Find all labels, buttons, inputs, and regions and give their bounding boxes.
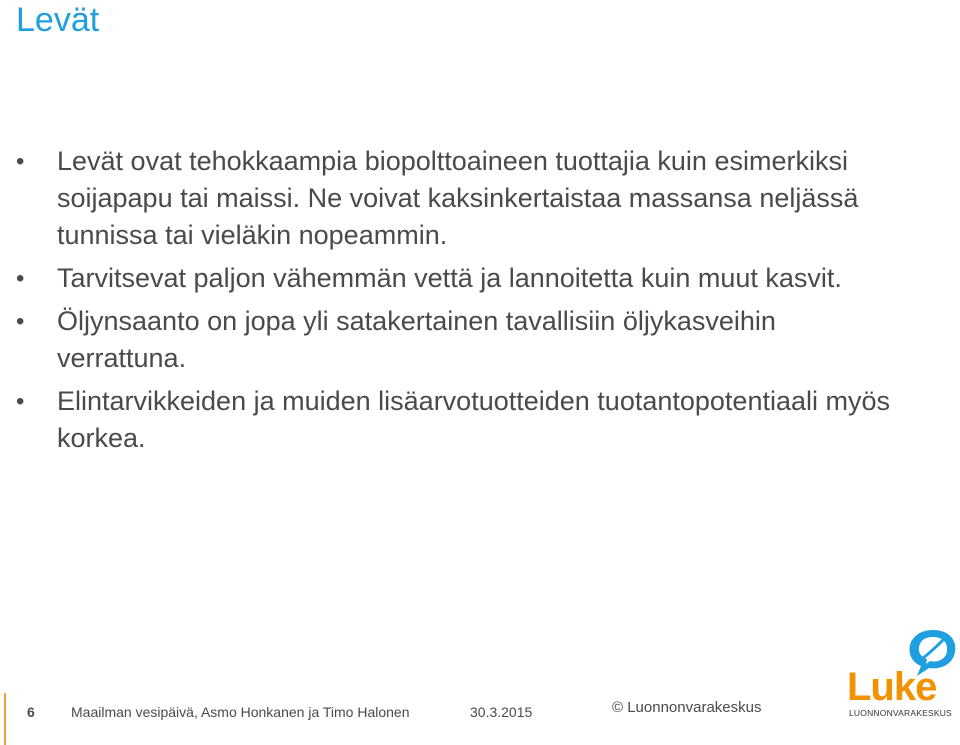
- logo-subtitle: LUONNONVARAKESKUS: [849, 708, 952, 718]
- bullet-item: [0, 143, 900, 254]
- bullet-dot-icon: •: [16, 265, 25, 292]
- page-number: 6: [27, 704, 35, 720]
- bullet-dot-icon: •: [16, 308, 25, 335]
- footer-copyright: © Luonnonvarakeskus: [612, 699, 762, 716]
- bullet-text: Levät ovat tehokkaampia biopolttoaineen tuottajia kuin esimerkiksi soijapapu tai maissi. Ne voivat kaksinkertaistaa massansa neljässä tunnissa tai vieläkin nopeammin.: [57, 146, 859, 250]
- bullet-item: [0, 260, 900, 297]
- bullet-dot-icon: •: [16, 148, 25, 175]
- luke-logo: [845, 628, 957, 720]
- footer-date: 30.3.2015: [470, 704, 533, 720]
- footer-event-authors: Maailman vesipäivä, Asmo Honkanen ja Timo Halonen: [71, 704, 410, 720]
- footer-accent-bar: [4, 693, 6, 745]
- slide-title: Levät: [16, 1, 100, 39]
- logo-brand-text: Luke: [847, 665, 937, 709]
- bullet-text: Öljynsaanto on jopa yli satakertainen tavallisiin öljykasveihin verrattuna.: [57, 306, 776, 373]
- bullet-item: [0, 383, 900, 457]
- bullet-text: Elintarvikkeiden ja muiden lisäarvotuotteiden tuotantopotentiaali myös korkea.: [57, 386, 890, 453]
- bullet-item: [0, 303, 900, 377]
- bullet-list: [0, 143, 900, 463]
- bullet-text: Tarvitsevat paljon vähemmän vettä ja lannoitetta kuin muut kasvit.: [57, 263, 842, 293]
- bullet-dot-icon: •: [16, 388, 25, 415]
